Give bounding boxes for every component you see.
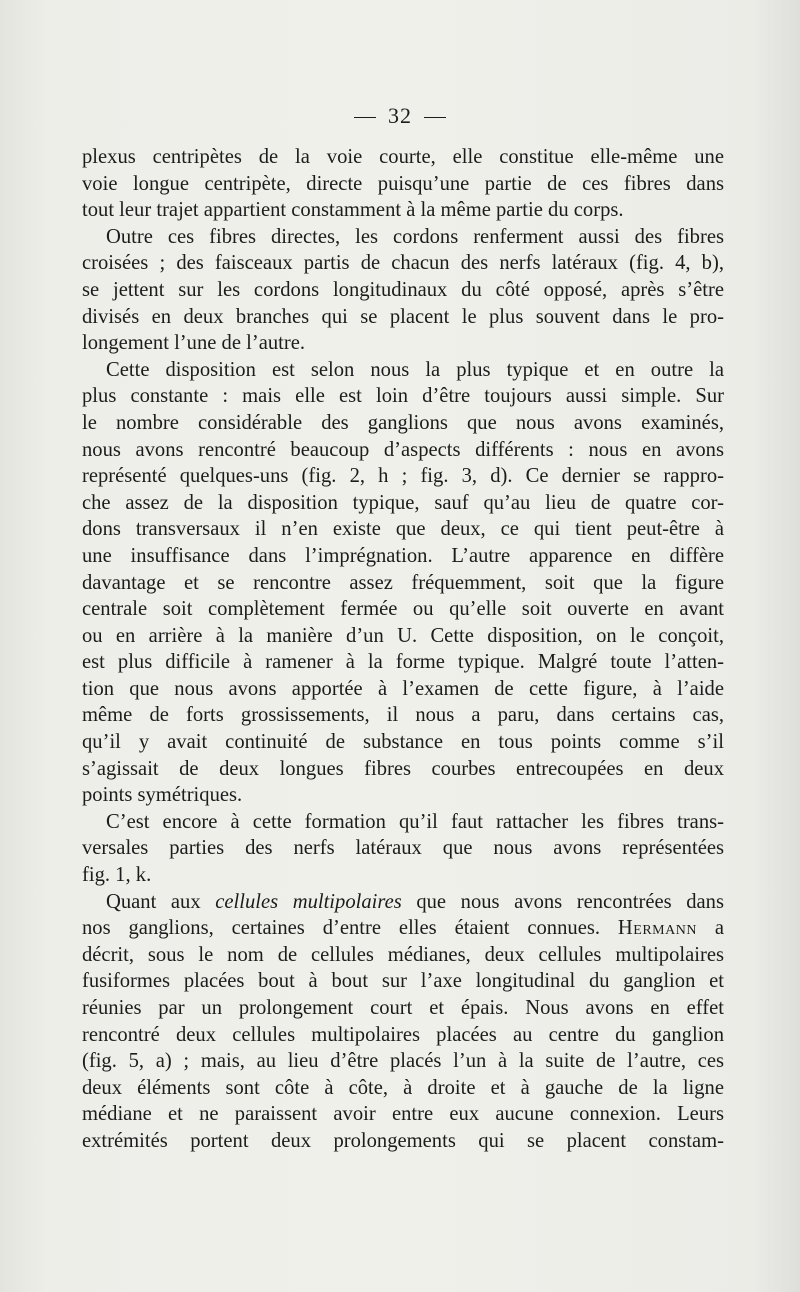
text-line: extrémités portent deux prolongements qui se placent constam- xyxy=(82,1129,724,1152)
text-line: ou en arrière à la manière d’un U. Cette disposition, on le conçoit, xyxy=(82,624,724,647)
text-line: centrale soit complètement fermée ou qu’elle soit ouverte en avant xyxy=(82,598,724,621)
text-line xyxy=(82,915,724,942)
text-line: divisés en deux branches qui se placent le plus souvent dans le pro- xyxy=(82,305,724,328)
text-line: fusiformes placées bout à bout sur l’axe longitudinal du ganglion et xyxy=(82,970,724,993)
paragraph-start-line: Cette disposition est selon nous la plus typique et en outre la xyxy=(106,358,724,381)
text-line: davantage et se rencontre assez fréquemment, soit que la figure xyxy=(82,571,724,594)
paragraph-start-line: C’est encore à cette formation qu’il faut rattacher les fibres trans- xyxy=(106,810,724,833)
text-line: réunies par un prolongement court et épais. Nous avons en effet xyxy=(82,997,724,1019)
text-line: se jettent sur les cordons longitudinaux du côté opposé, après s’être xyxy=(82,278,724,301)
page-header xyxy=(0,103,800,129)
italic-term: cellules multipolaires xyxy=(215,890,402,913)
text-line: une insuffisance dans l’imprégnation. L’autre apparence en diffère xyxy=(82,544,724,567)
text-line: (fig. 5, a) ; mais, au lieu d’être placés l’un à la suite de l’autre, ces xyxy=(82,1050,724,1073)
text-line: le nombre considérable des ganglions que nous avons examinés, xyxy=(82,411,724,434)
text-line: plexus centripètes de la voie courte, elle constitue elle-même une xyxy=(82,146,724,168)
text-fragment: Quant aux xyxy=(106,890,216,913)
text-line: points symétriques. xyxy=(82,784,243,807)
text-line: représenté quelques-uns (fig. 2, h ; fig. 3, d). Ce dernier se rappro- xyxy=(82,465,724,488)
text-line: est plus difficile à ramener à la forme typique. Malgré toute l’atten- xyxy=(82,651,724,674)
right-dash xyxy=(424,117,446,118)
text-line: voie longue centripète, directe puisqu’une partie de ces fibres dans xyxy=(82,172,724,195)
text-line: tion que nous avons apportée à l’examen de cette figure, à l’aide xyxy=(82,677,724,700)
body-text xyxy=(82,144,724,1155)
text-line: décrit, sous le nom de cellules médianes, deux cellules multipolaires xyxy=(82,943,724,966)
text-fragment: a xyxy=(696,917,724,940)
text-line: versales parties des nerfs latéraux que nous avons représentées xyxy=(82,837,724,860)
text-line: fig. 1, k. xyxy=(82,864,152,887)
text-line: nous avons rencontré beaucoup d’aspects différents : nous en avons xyxy=(82,438,724,461)
text-line: plus constante : mais elle est loin d’être toujours aussi simple. Sur xyxy=(82,385,724,408)
left-dash xyxy=(354,117,376,118)
paragraph-start-line: Outre ces fibres directes, les cordons renferment aussi des fibres xyxy=(106,225,724,248)
text-line: qu’il y avait continuité de substance en tous points comme s’il xyxy=(82,731,724,754)
text-line: s’agissait de deux longues fibres courbes entrecoupées en deux xyxy=(82,757,724,780)
text-line: tout leur trajet appartient constamment à la même partie du corps. xyxy=(82,199,624,222)
paragraph-start-line xyxy=(82,889,724,916)
text-line: che assez de la disposition typique, sauf qu’au lieu de quatre cor- xyxy=(82,491,724,514)
text-line: médiane et ne paraissent avoir entre eux aucune connexion. Leurs xyxy=(82,1103,724,1126)
text-line: croisées ; des faisceaux partis de chacun des nerfs latéraux (fig. 4, b), xyxy=(82,252,724,275)
text-line: même de forts grossissements, il nous a paru, dans certains cas, xyxy=(82,704,724,727)
page-number: 32 xyxy=(388,103,412,128)
author-name: Hermann xyxy=(617,917,697,940)
text-line: deux éléments sont côte à côte, à droite et à gauche de la ligne xyxy=(82,1076,724,1099)
text-fragment: nos ganglions, certaines d’entre elles étaient connues. xyxy=(82,917,600,940)
text-line: rencontré deux cellules multipolaires placées au centre du ganglion xyxy=(82,1023,724,1046)
text-line: dons transversaux il n’en existe que deux, ce qui tient peut-être à xyxy=(82,518,724,541)
text-fragment: que nous avons rencontrées dans xyxy=(401,890,724,913)
text-line: longement l’une de l’autre. xyxy=(82,332,306,355)
